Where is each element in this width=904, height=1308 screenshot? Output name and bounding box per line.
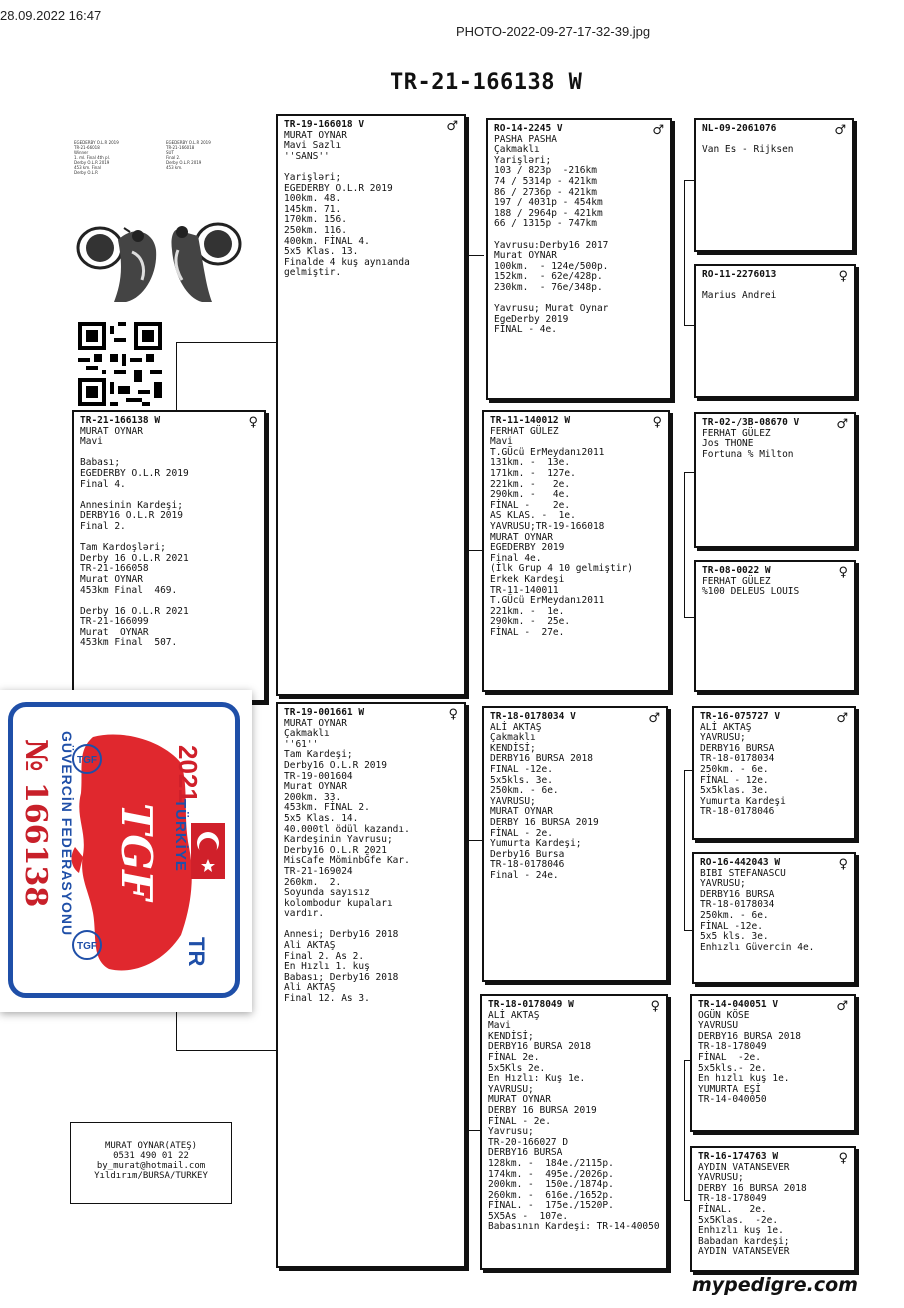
dd-sire-details: OGÜN KÖSE YAVRUSU DERBY16 BURSA 2018 TR-18-178049 FİNAL -2e. 5x5kls.- 2e. En hızlı kuş 1e. YUMURTA EŞİ TR-14-040050 <box>698 1009 801 1106</box>
sd-dam-details: FERHAT GÜLEZ %100 DELEUS LOUIS <box>702 575 800 598</box>
male-icon: ♂ <box>446 119 458 134</box>
ss-sire-ring-number: NL-09-2061076 <box>702 123 777 134</box>
connector-line <box>684 472 685 617</box>
female-icon: ♀ <box>838 565 848 580</box>
seal-country-code: TR <box>184 937 209 967</box>
seal-ring-number: № 166138 <box>18 739 53 908</box>
owner-contact-box <box>70 1122 232 1204</box>
ds-dam-ring-number: RO-16-442043 W <box>700 857 781 868</box>
seal-federation: GÜVERCİN FEDERASYONU <box>59 731 75 937</box>
dam-dam-box <box>480 994 668 1270</box>
sire-details: MURAT OYNAR Mavi Sazlı ''SANS'' Yarişləri; EGEDERBY O.L.R 2019 100km. 48. 145km. 71. 170km. 156. 250km. 116. 400km. FİNAL 4. 5x5 Klas. 13. Finalde 4 kuş aynıanda gelmiştir. <box>284 129 410 279</box>
connector-line <box>466 840 467 1130</box>
dam-dam-details: ALİ AKTAŞ Mavi KENDİSİ; DERBY16 BURSA 2018 FİNAL 2e. 5x5Kls 2e. En Hızlı: Kuş 1e. YAVRUSU; MURAT OYNAR DERBY 16 BURSA 2019 FİNAL - 2e. Yavrusu; TR-20-166027 D DERBY16 BURSA 128km. - 184e./2115p. 174km. - 495e./2026p. 200km. - 150e./1874p. 260km. - 616e./1652p. FİNAL. - 175e./1520P. 5X5As - 107e. Babasının Kardeşi: TR-14-40050 <box>488 1009 660 1233</box>
pigeon-photos <box>74 140 244 310</box>
dam-dam-ring-number: TR-18-0178049 W <box>488 999 574 1010</box>
sire-dam-box <box>482 410 670 692</box>
female-icon: ♀ <box>838 1151 848 1166</box>
dam-sire-ring-number: TR-18-0178034 V <box>490 711 576 722</box>
sd-sire-ring-number: TR-02-/3B-08670 V <box>702 417 800 428</box>
ds-sire-box <box>692 706 856 840</box>
ss-sire-box <box>694 118 854 252</box>
sire-box <box>276 114 466 696</box>
dam-box <box>276 702 466 1268</box>
dd-dam-box <box>690 1146 856 1272</box>
female-icon: ♀ <box>652 415 662 430</box>
dam-details: MURAT OYNAR Çakmaklı ''61'' Tam Kardeşi; Derby16 O.L.R 2019 TR-19-001604 Murat OYNAR 200km. 33. 453km. FİNAL 2. 5x5 Klas. 14. 40.000tl ödül kazandı. Kardeşinin Yavrusu; Derby16 O.L.R 2021 MisCafe MöminbĞfe Kar. TR-21-169024 260km. 2. Soyunda sayısız kolombodur kupaları vardır. Annesi; Derby16 2018 Ali AKTAŞ Final 2. As 2. En Hızlı 1. kuş Babası; Derby16 2018 Ali AKTAŞ Final 12. As 3. <box>284 717 410 1005</box>
subject-details: MURAT OYNAR Mavi Babası; EGEDERBY O.L.R 2019 Final 4. Annesinin Kardeşi; DERBY16 O.L.R 2019 Final 2. Tam Kardoşləri; Derby 16 O.L.R 2021 TR-21-166058 Murat OYNAR 453km Final 469. Derby 16 O.L.R 2021 TR-21-166099 Murat OYNAR 453km Final 507. <box>80 425 189 649</box>
tgf-seal <box>8 702 240 998</box>
sire-dam-details: FERHAT GÜLEZ Mavi T.GÜcü ErMeydanı2011 131km. - 13e. 171km. - 127e. 221km. - 2e. 290km. - 4e. FİNAL - 2e. AS KLAS. - 1e. YAVRUSU;TR-19-166018 MURAT OYNAR EGEDERBY 2019 Final 4e. (İlk Grup 4 10 gelmiştir) Erkek Kardeşi TR-11-140011 T.GÜcü ErMeydanı2011 221km. - 1e. 290km. - 25e. FİNAL - 27e. <box>490 425 633 638</box>
connector-line <box>466 255 484 256</box>
ss-dam-details: Marius Andrei <box>702 290 777 302</box>
dam-ring-number: TR-19-001661 W <box>284 707 365 718</box>
seal-year: 2021 <box>173 745 203 803</box>
female-icon: ♀ <box>248 415 258 430</box>
svg-text:TGF: TGF <box>77 941 97 952</box>
ds-dam-details: BIBI STEFANASCU YAVRUSU; DERBY16 BURSA TR-18-0178034 250km. - 6e. FİNAL -12e. 5x5 kls. 3e. Enhızlı Güvercin 4e. <box>700 867 815 953</box>
ds-sire-details: ALİ AKTAŞ YAVRUSU; DERBY16 BURSA TR-18-0178034 250km. - 6e. FİNAL - 12e. 5x5klas. 3e. Yumurta Kardeşi TR-18-0178046 <box>700 721 786 818</box>
subject-ring-number: TR-21-166138 W <box>80 415 161 426</box>
seal-country: TÜRKİYE <box>172 799 189 872</box>
male-icon: ♂ <box>652 123 664 138</box>
connector-line <box>684 472 694 473</box>
male-icon: ♂ <box>834 123 846 138</box>
sd-dam-ring-number: TR-08-0022 W <box>702 565 771 576</box>
brand-watermark: mypedigre.com <box>692 1274 858 1296</box>
file-name: PHOTO-2022-09-27-17-32-39.jpg <box>456 24 651 39</box>
connector-line <box>466 255 467 550</box>
owner-contact-text: MURAT OYNAR(ATEŞ) 0531 490 01 22 by_murat@hotmail.com Yıldırım/BURSA/TURKEY <box>94 1141 208 1181</box>
connector-line <box>176 342 177 412</box>
connector-line <box>684 180 685 325</box>
connector-line <box>684 325 694 326</box>
parents-photo-leaflet <box>74 140 244 310</box>
qr-code[interactable] <box>78 322 162 406</box>
female-icon: ♀ <box>838 269 848 284</box>
ds-dam-box <box>692 852 856 984</box>
seal-logo-text: TGF <box>112 803 161 900</box>
print-date: 28.09.2022 16:47 <box>0 8 102 23</box>
sire-ring-number: TR-19-166018 V <box>284 119 365 130</box>
sire-sire-details: PASHA PASHA Çakmaklı Yarişləri; 103 / 823p -216km 74 / 5314p - 421km 86 / 2736p - 421km 197 / 4031p - 454km 188 / 2964p - 421km 66 / 1315p - 747km Yavrusu:Derby16 2017 Murat OYNAR 100km. - 124e/500p. 152km. - 62e/428p. 230km. - 76e/348p. Yavrusu; Murat Oynar EgeDerby 2019 FİNAL - 4e. <box>494 133 609 336</box>
female-icon: ♀ <box>650 999 660 1014</box>
male-icon: ♂ <box>836 711 848 726</box>
sire-sire-box <box>486 118 672 400</box>
sd-dam-box <box>694 560 856 692</box>
sd-sire-details: FERHAT GÜLEZ Jos THONE Fortuna % Milton <box>702 427 794 460</box>
dd-sire-box <box>690 994 856 1132</box>
dd-sire-ring-number: TR-14-040051 V <box>698 999 779 1010</box>
connector-line <box>176 1006 177 1050</box>
female-icon: ♀ <box>448 707 458 722</box>
sire-sire-ring-number: RO-14-2245 V <box>494 123 563 134</box>
dd-dam-ring-number: TR-16-174763 W <box>698 1151 779 1162</box>
svg-text:TGF: TGF <box>77 755 97 766</box>
sire-dam-ring-number: TR-11-140012 W <box>490 415 571 426</box>
ds-sire-ring-number: TR-16-075727 V <box>700 711 781 722</box>
male-icon: ♂ <box>836 417 848 432</box>
connector-line <box>684 770 685 930</box>
subject-pigeon-box <box>72 410 266 702</box>
connector-line <box>176 342 276 343</box>
female-icon: ♀ <box>838 857 848 872</box>
dd-dam-details: AYDIN VATANSEVER YAVRUSU; DERBY 16 BURSA 2018 TR-18-178049 FİNAL. 2e. 5x5Klas. -2e. Enhızlı kuş 1e. Babadan kardeşi; AYDIN VATANSEVER <box>698 1161 807 1258</box>
ss-dam-box <box>694 264 856 398</box>
ss-sire-details: Van Es - Rijksen <box>702 144 794 156</box>
dam-leaflet-text: EGEDERBY O.L.R 2019 TR-21-166018 SUT Final 2. Derby O.L.R 2019 453 km. <box>166 140 211 170</box>
tgf-ring-card <box>0 690 252 1012</box>
dam-sire-box <box>482 706 668 982</box>
connector-line <box>684 617 694 618</box>
male-icon: ♂ <box>836 999 848 1014</box>
pedigree-title: TR-21-166138 W <box>390 70 583 95</box>
sd-sire-box <box>694 412 856 548</box>
connector-line <box>684 180 694 181</box>
dam-sire-details: ALİ AKTAŞ Çakmaklı KENDİSİ; DERBY16 BURSA 2018 FINAL -12e. 5x5kls. 3e. 250km. - 6e. YAVRUSU; MURAT OYNAR DERBY 16 BURSA 2019 FİNAL - 2e. Yumurta Kardeşi; Derby16 Bursa TR-18-0178046 Final - 24e. <box>490 721 599 881</box>
male-icon: ♂ <box>648 711 660 726</box>
ss-dam-ring-number: RO-11-2276013 <box>702 269 777 280</box>
connector-line <box>684 1060 685 1200</box>
sire-leaflet-text: EGEDERBY O.L.R 2019 TR-21-66018 Winner 1. ml. Final 4th pl. Derby O.L.R 2019 453 km. Final Derby O.L.R <box>74 140 119 175</box>
connector-line <box>176 1050 276 1051</box>
